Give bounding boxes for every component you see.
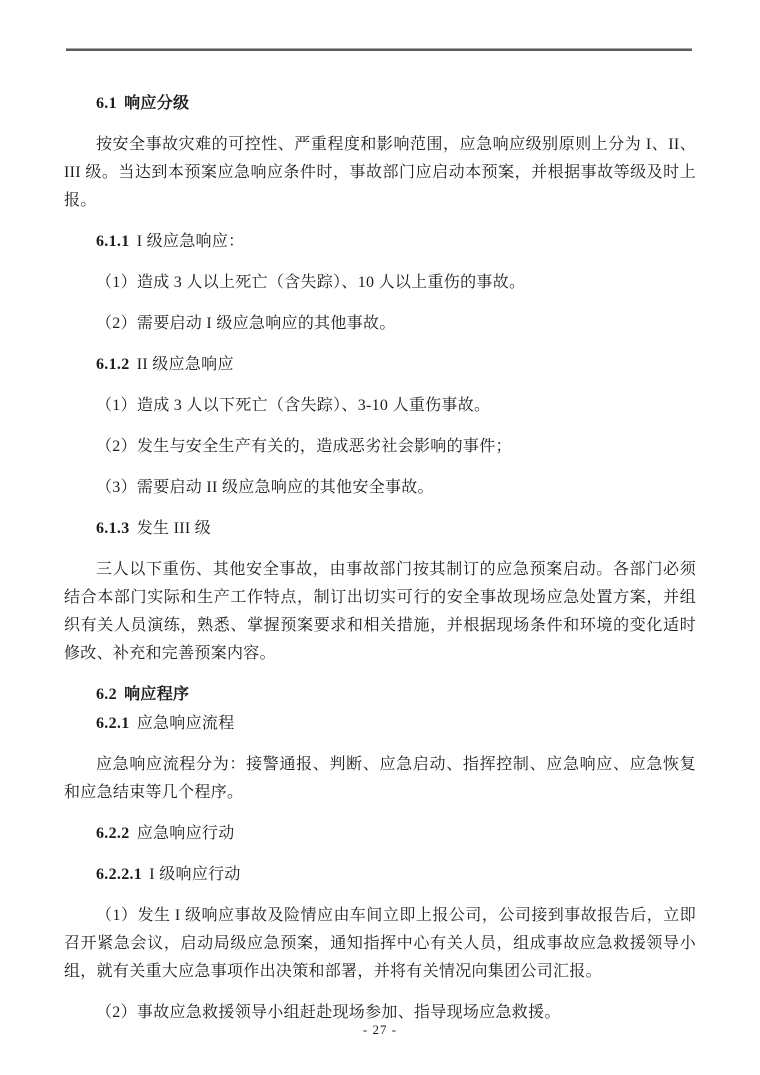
heading-text: 响应分级 [124, 95, 190, 112]
heading-6.1 [64, 90, 696, 118]
heading-6.1.2 [64, 351, 696, 379]
paragraph-text: （2）事故应急救援领导小组赶赴现场参加、指导现场应急救援。 [96, 1004, 561, 1021]
heading-6.2.1 [64, 710, 696, 738]
heading-text: I 级响应行动 [149, 866, 241, 883]
paragraph-text: 应急响应流程分为：接警通报、判断、应急启动、指挥控制、应急响应、应急恢复和应急结束等几个程序。 [64, 756, 696, 801]
header-rule [66, 48, 692, 51]
paragraph-text: （1）造成 3 人以上死亡（含失踪）、10 人以上重伤的事故。 [96, 274, 526, 291]
heading-text: 应急响应流程 [136, 715, 235, 732]
paragraph [64, 269, 696, 297]
heading-number: 6.2.2.1 [96, 866, 143, 883]
heading-text: I 级应急响应： [136, 233, 245, 250]
heading-6.2 [64, 681, 696, 709]
heading-number: 6.2.2 [96, 825, 130, 842]
paragraph-text: （2）需要启动 I 级应急响应的其他事故。 [96, 315, 396, 332]
heading-number: 6.2.1 [96, 715, 130, 732]
paragraph-text: 按安全事故灾难的可控性、严重程度和影响范围，应急响应级别原则上分为 I、II、III 级。当达到本预案应急响应条件时，事故部门应启动本预案，并根据事故等级及时上报。 [64, 136, 696, 209]
paragraph [64, 902, 696, 986]
paragraph [64, 392, 696, 420]
heading-text: 发生 III 级 [136, 520, 212, 537]
heading-6.1.3 [64, 515, 696, 543]
heading-number: 6.1 [96, 95, 117, 112]
paragraph [64, 556, 696, 668]
heading-number: 6.1.3 [96, 520, 130, 537]
paragraph [64, 751, 696, 807]
page-number: - 27 - [362, 1022, 398, 1037]
heading-6.1.1 [64, 228, 696, 256]
paragraph [64, 131, 696, 215]
paragraph-text: （3）需要启动 II 级应急响应的其他安全事故。 [96, 479, 434, 496]
heading-text: II 级应急响应 [136, 356, 234, 373]
heading-6.2.2 [64, 820, 696, 848]
paragraph-text: （1）造成 3 人以下死亡（含失踪）、3-10 人重伤事故。 [96, 397, 491, 414]
paragraph-text: （2）发生与安全生产有关的，造成恶劣社会影响的事件； [96, 438, 512, 455]
paragraph [64, 433, 696, 461]
paragraph-text: （1）发生 I 级响应事故及险情应由车间立即上报公司，公司接到事故报告后，立即召开紧急会议，启动局级应急预案，通知指挥中心有关人员，组成事故应急救援领导小组，就有关重大应急事项作出决策和部署，并将有关情况向集团公司汇报。 [64, 907, 696, 980]
heading-number: 6.1.1 [96, 233, 130, 250]
paragraph-text: 三人以下重伤、其他安全事故，由事故部门按其制订的应急预案启动。各部门必须结合本部门实际和生产工作特点，制订出切实可行的安全事故现场应急处置方案，并组织有关人员演练，熟悉、掌握预案要求和相关措施，并根据现场条件和环境的变化适时修改、补充和完善预案内容。 [64, 561, 696, 662]
heading-number: 6.1.2 [96, 356, 130, 373]
heading-text: 响应程序 [124, 686, 190, 703]
heading-text: 应急响应行动 [136, 825, 235, 842]
heading-number: 6.2 [96, 686, 117, 703]
paragraph [64, 474, 696, 502]
heading-6.2.2.1 [64, 861, 696, 889]
paragraph [64, 310, 696, 338]
document-body [64, 76, 696, 1040]
